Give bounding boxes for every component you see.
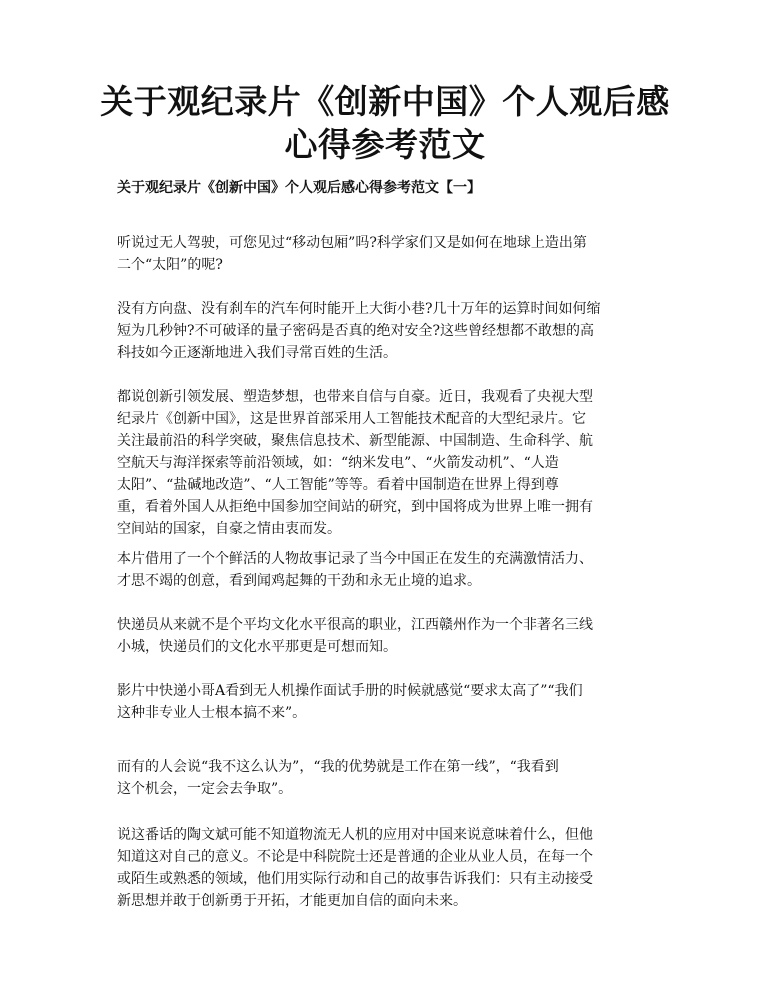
paragraph-8 xyxy=(117,824,657,912)
paragraph-line: 短为几秒钟?不可破译的量子密码是否真的绝对安全?这些曾经想都不敢想的高 xyxy=(117,323,595,339)
paragraph-line: 二个“太阳”的呢? xyxy=(117,257,223,273)
paragraph-5 xyxy=(117,614,657,658)
paragraph-line: 快递员从来就不是个平均文化水平很高的职业，江西赣州作为一个非著名三线 xyxy=(117,617,593,633)
paragraph-line: 重，看着外国人从拒绝中国参加空间站的研究，到中国将成为世界上唯一拥有 xyxy=(117,499,593,515)
paragraph-line: 空航天与海洋探索等前沿领域，如：“纳米发电”、“火箭发动机”、“人造 xyxy=(117,455,559,471)
paragraph-line: 影片中快递小哥A看到无人机操作面试手册的时候就感觉“要求太高了”“我们 xyxy=(117,683,583,699)
document-title xyxy=(100,80,670,166)
paragraph-line: 才思不竭的创意，看到闻鸡起舞的干劲和永无止境的追求。 xyxy=(117,573,481,589)
paragraph-3 xyxy=(117,386,657,540)
paragraph-line: 知道这对自己的意义。不论是中科院院士还是普通的企业从业人员，在每一个 xyxy=(117,849,593,865)
paragraph-line: 或陌生或熟悉的领域，他们用实际行动和自己的故事告诉我们：只有主动接受 xyxy=(117,871,593,887)
paragraph-line: 纪录片《创新中国》，这是世界首部采用人工智能技术配音的大型纪录片。它 xyxy=(117,411,586,427)
document-title-line-1: 关于观纪录片《创新中国》个人观后感 xyxy=(100,82,670,121)
paragraph-line: 而有的人会说“我不这么认为”，“我的优势就是工作在第一线”，“我看到 xyxy=(117,759,559,775)
paragraph-7 xyxy=(117,756,657,800)
paragraph-line: 小城，快递员们的文化水平那更是可想而知。 xyxy=(117,639,397,655)
paragraph-6 xyxy=(117,680,657,724)
document-title-line-2: 心得参考范文 xyxy=(284,125,486,164)
paragraph-line: 空间站的国家，自豪之情由衷而发。 xyxy=(117,521,341,537)
paragraph-2 xyxy=(117,298,657,364)
paragraph-line: 听说过无人驾驶，可您见过“移动包厢”吗?科学家们又是如何在地球上造出第 xyxy=(117,235,587,251)
paragraph-line: 说这番话的陶文斌可能不知道物流无人机的应用对中国来说意味着什么，但他 xyxy=(117,827,593,843)
paragraph-line: 这个机会，一定会去争取”。 xyxy=(117,781,293,797)
paragraph-1 xyxy=(117,232,657,276)
paragraph-line: 没有方向盘、没有刹车的汽车何时能开上大街小巷?几十万年的运算时间如何缩 xyxy=(117,301,601,317)
paragraph-4 xyxy=(117,548,657,592)
paragraph-line: 都说创新引领发展、塑造梦想，也带来自信与自豪。近日，我观看了央视大型 xyxy=(117,389,593,405)
paragraph-line: 太阳”、“盐碱地改造”、“人工智能”等等。看着中国制造在世界上得到尊 xyxy=(117,477,559,493)
section-heading: 关于观纪录片《创新中国》个人观后感心得参考范文【一】 xyxy=(117,180,481,196)
paragraph-line: 新思想并敢于创新勇于开拓，才能更加自信的面向未来。 xyxy=(117,893,467,909)
paragraph-line: 科技如今正逐渐地进入我们寻常百姓的生活。 xyxy=(117,345,397,361)
paragraph-line: 本片借用了一个个鲜活的人物故事记录了当今中国正在发生的充满激情活力、 xyxy=(117,551,593,567)
paragraph-line: 关注最前沿的科学突破，聚焦信息技术、新型能源、中国制造、生命科学、航 xyxy=(117,433,593,449)
paragraph-line: 这种非专业人士根本搞不来”。 xyxy=(117,705,307,721)
